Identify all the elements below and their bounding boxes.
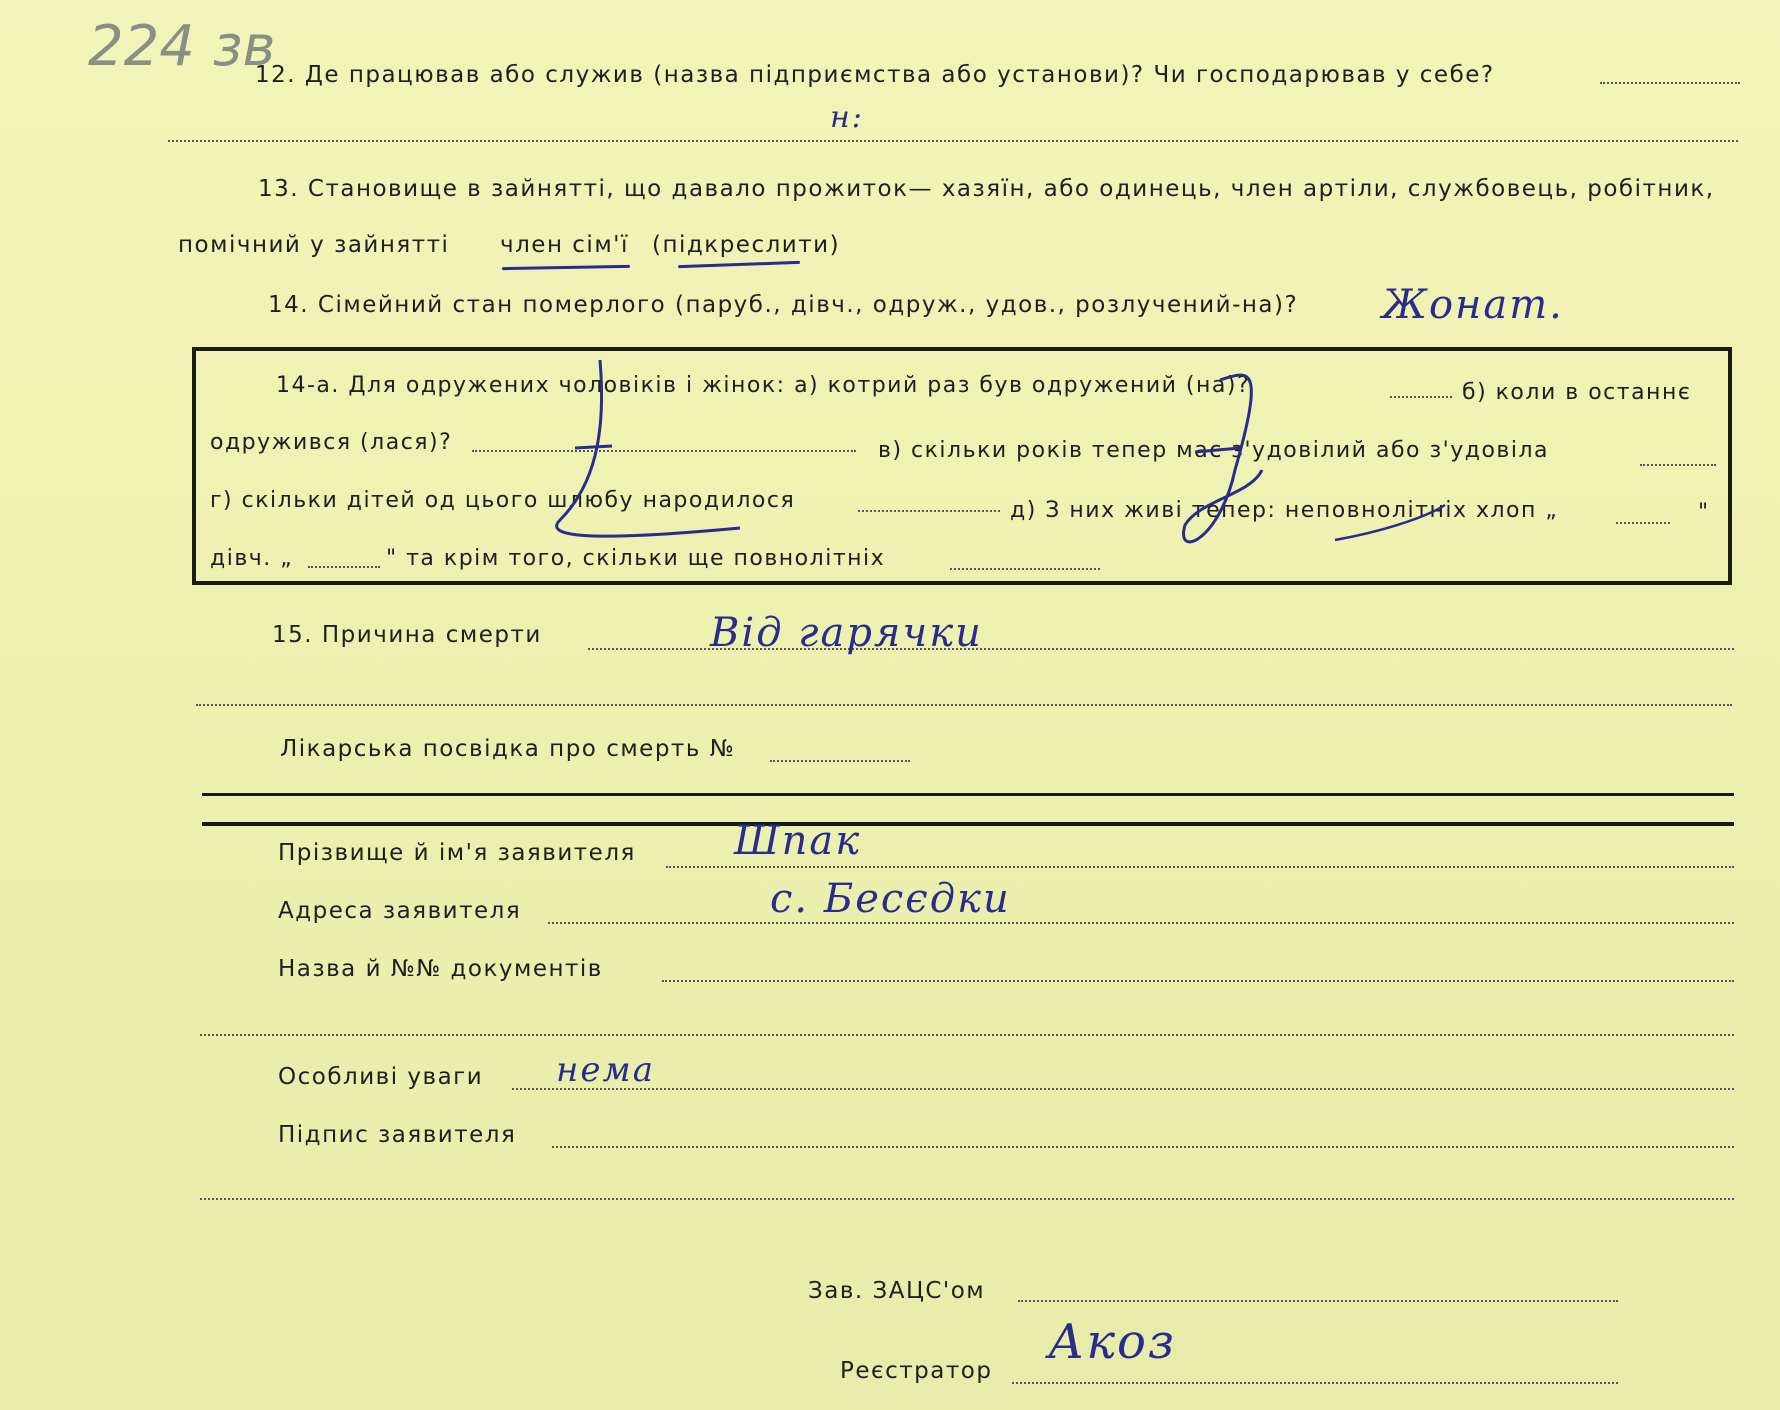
medical-dots: [770, 760, 910, 762]
q14a-line3a: г) скільки дітей од цього шлюбу народилося: [210, 488, 796, 513]
q13-line2a: помічний у зайнятті: [178, 232, 450, 258]
q13-line2b: член сім'ї: [500, 232, 629, 258]
applicant-address-dots: [548, 922, 1734, 924]
applicant-name-dots: [666, 866, 1734, 868]
q14a-line4b: " та крім того, скільки ще повнолітніх: [386, 546, 886, 571]
applicant-signature-label: Підпис заявителя: [278, 1122, 517, 1148]
footer-registrar-dots: [1012, 1382, 1618, 1384]
applicant-signature-dots-2: [200, 1198, 1734, 1200]
q14a-line3b: д) З них живі тепер: неповнолітніх хлоп „: [1010, 498, 1559, 523]
q14a-line1-end: б) коли в останнє: [1462, 380, 1692, 405]
medical-label: Лікарська посвідка про смерть №: [280, 736, 736, 762]
applicant-docs-dots-1: [662, 980, 1734, 982]
q14-label: 14. Сімейний стан померлого (паруб., дівч., одруж., удов., розлучений-на)?: [268, 292, 1299, 318]
q14a-line3c: ": [1698, 500, 1710, 525]
applicant-docs-dots-2: [200, 1034, 1734, 1036]
applicant-name-label: Прізвище й ім'я заявителя: [278, 840, 636, 866]
applicant-address-label: Адреса заявителя: [278, 898, 522, 924]
applicant-address-value: с. Бесєдки: [770, 876, 1011, 922]
q12-label: 12. Де працював або служив (назва підприємства або установи)? Чи господарював у себе?: [255, 62, 1495, 88]
q14a-line1: 14-а. Для одружених чоловіків і жінок: а) котрий раз був одружений (на)?: [276, 373, 1251, 398]
applicant-notes-value: нема: [556, 1050, 655, 1090]
archive-mark: 224 зв: [88, 14, 276, 79]
q14-answer: Жонат.: [1382, 282, 1564, 328]
q13-line1: 13. Становище в зайнятті, що давало прожиток— хазяїн, або одинець, член артіли, службовець, робітник,: [258, 176, 1715, 202]
footer-head-dots: [1018, 1300, 1618, 1302]
q15-label: 15. Причина смерти: [272, 622, 542, 648]
q15-dots-2: [196, 704, 1732, 706]
q14a-line2a: одружився (лася)?: [210, 430, 453, 455]
q15-answer: Від гарячки: [710, 610, 983, 656]
footer-registrar-signature: Акоз: [1048, 1314, 1177, 1370]
double-rule-bottom: [202, 822, 1734, 826]
applicant-docs-label: Назва й №№ документів: [278, 956, 603, 982]
footer-registrar-label: Реєстратор: [840, 1358, 993, 1384]
q12-answer: н:: [830, 100, 864, 135]
q14a-line4a: дівч. „: [210, 546, 294, 571]
applicant-signature-dots-1: [552, 1146, 1734, 1148]
q13-line2c: (підкреслити): [652, 232, 841, 258]
footer-head-label: Зав. ЗАЦС'ом: [808, 1278, 986, 1304]
q14a-line2b: в) скільки років тепер має з'удовілий або з'удовіла: [878, 438, 1550, 463]
applicant-name-value: Шпак: [734, 818, 862, 864]
applicant-notes-dots: [512, 1088, 1734, 1090]
double-rule-top: [202, 793, 1734, 796]
applicant-notes-label: Особливі уваги: [278, 1064, 484, 1090]
